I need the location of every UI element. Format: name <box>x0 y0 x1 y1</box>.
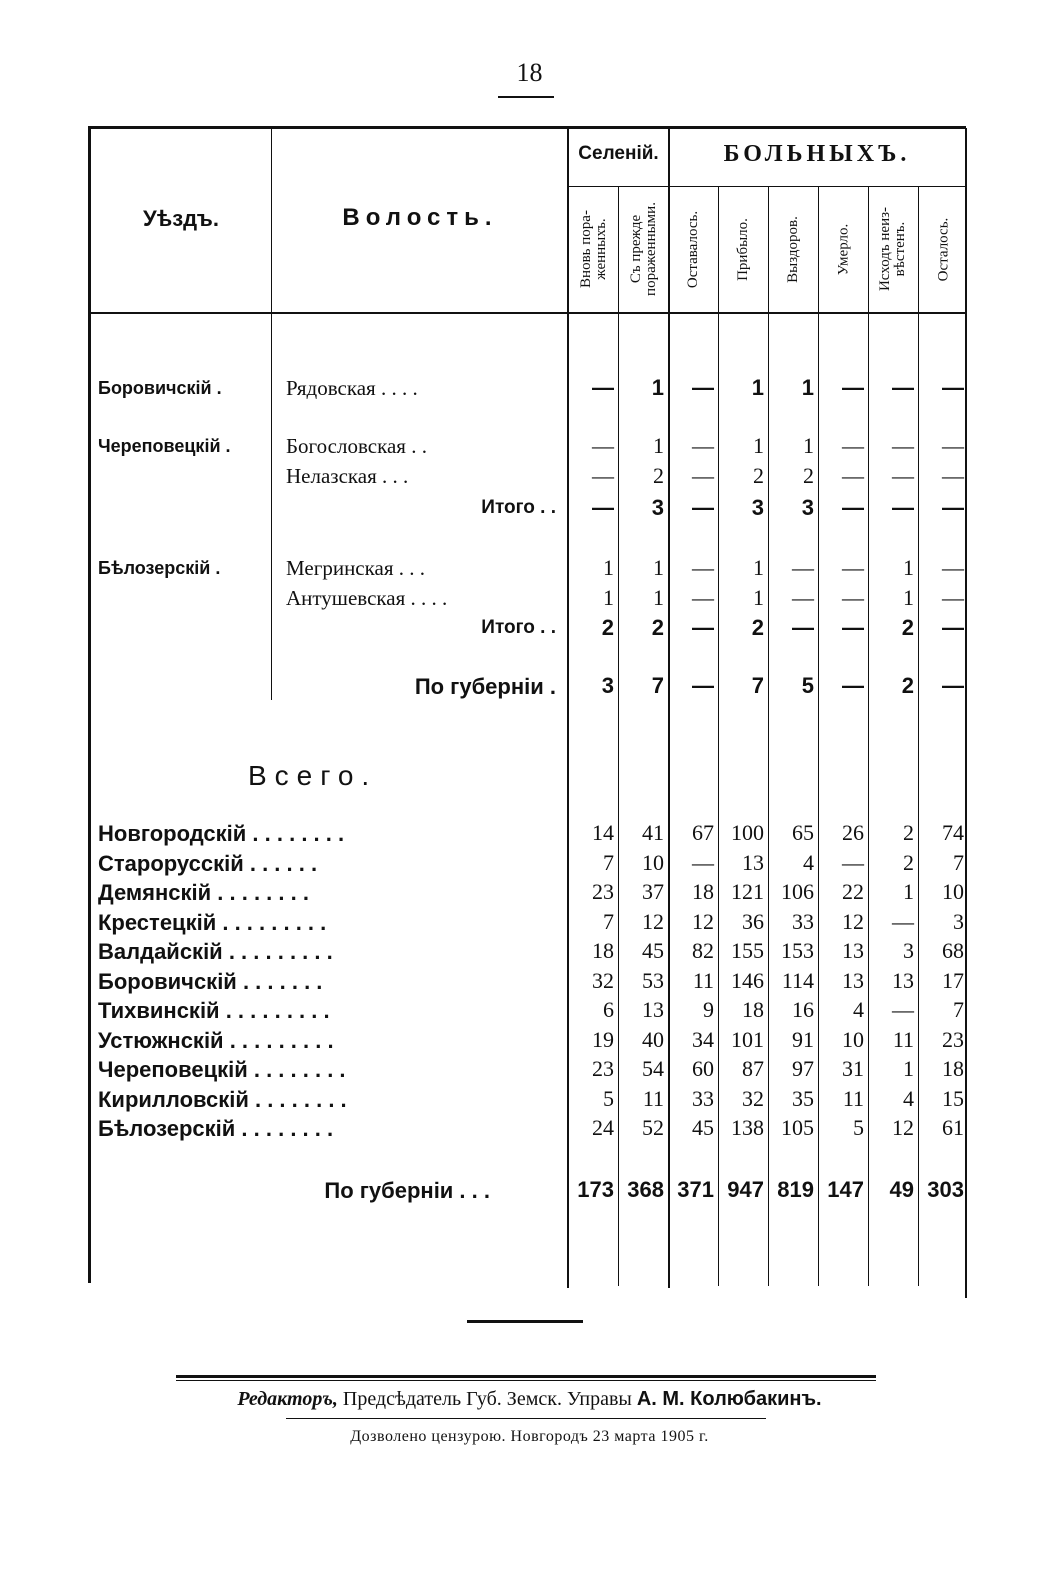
table-cell: — <box>942 433 964 458</box>
table-cell: — <box>692 673 714 698</box>
column-header-label: Съ прежде пораженными. <box>627 202 659 296</box>
table-cell: — <box>592 495 614 520</box>
table-cell: — <box>942 375 964 400</box>
column-header <box>769 190 818 308</box>
table-cell: 74 <box>942 820 964 845</box>
uezd-label: Череповецкій . <box>98 436 231 456</box>
table-cell: — <box>692 585 714 610</box>
itogo-label: Итого . . <box>481 497 556 518</box>
table-cell: 33 <box>792 909 814 934</box>
table-cell: 68 <box>942 938 964 963</box>
column-header-label: Прибыло. <box>735 217 751 281</box>
table-cell: 2 <box>653 463 664 488</box>
table-cell: 33 <box>692 1086 714 1111</box>
table-cell: 18 <box>592 938 614 963</box>
table-cell: 53 <box>642 968 664 993</box>
table-cell: 10 <box>642 850 664 875</box>
table-cell: 18 <box>742 997 764 1022</box>
table-cell: 32 <box>592 968 614 993</box>
table-cell: 1 <box>903 585 914 610</box>
table-cell: 13 <box>892 968 914 993</box>
editor-text: Предсѣдатель Губ. Земск. Управы <box>342 1388 632 1410</box>
table-cell: 2 <box>901 615 914 640</box>
table-cell: 138 <box>731 1115 764 1140</box>
table-cell: 23 <box>592 1056 614 1081</box>
table-cell: 5 <box>801 673 814 698</box>
table-cell: 23 <box>592 879 614 904</box>
table-cell: 2 <box>751 615 764 640</box>
table-cell: — <box>892 909 914 934</box>
table-cell: 947 <box>727 1177 764 1202</box>
table-cell: 19 <box>592 1027 614 1052</box>
table-cell: — <box>892 463 914 488</box>
table-cell: 1 <box>603 585 614 610</box>
table-cell: — <box>592 433 614 458</box>
column-header <box>869 190 918 308</box>
subtotal-label: По губерніи . <box>414 674 556 699</box>
table-cell: — <box>692 375 714 400</box>
column-header-label: Умерло. <box>835 223 851 275</box>
table-cell: 101 <box>731 1027 764 1052</box>
table-cell: — <box>842 495 864 520</box>
table-cell: 7 <box>953 997 964 1022</box>
footer-rule-top <box>176 1375 876 1378</box>
column-header <box>569 190 618 308</box>
table-cell: — <box>842 433 864 458</box>
uezd-total-label: Тихвинскій . . . . . . . . . <box>98 998 330 1023</box>
editor-name: А. М. Колюбакинъ. <box>636 1388 822 1410</box>
table-cell: 3 <box>903 938 914 963</box>
table-cell: 819 <box>777 1177 814 1202</box>
table-cell: — <box>892 375 914 400</box>
table-cell: 13 <box>842 968 864 993</box>
table-cell: — <box>842 850 864 875</box>
table-cell: — <box>842 463 864 488</box>
table-cell: — <box>892 495 914 520</box>
table-cell: 1 <box>653 555 664 580</box>
table-cell: 1 <box>753 433 764 458</box>
table-cell: 16 <box>792 997 814 1022</box>
table-cell: — <box>692 615 714 640</box>
header-bolnykh: БОЛЬНЫХЪ. <box>723 141 911 167</box>
table-cell: 45 <box>692 1115 714 1140</box>
table-cell: — <box>942 615 964 640</box>
table-cell: 3 <box>953 909 964 934</box>
volost-label: Антушевская . . . . <box>286 586 448 610</box>
table-cell: 4 <box>803 850 814 875</box>
table-cell: 22 <box>842 879 864 904</box>
end-rule <box>467 1320 583 1323</box>
table-cell: 2 <box>903 850 914 875</box>
table-cell: 2 <box>803 463 814 488</box>
table-cell: 105 <box>781 1115 814 1140</box>
table-cell: 2 <box>651 615 664 640</box>
volost-label: Рядовская . . . . <box>286 376 418 400</box>
table-cell: 35 <box>792 1086 814 1111</box>
table-cell: — <box>842 375 864 400</box>
table-cell: 7 <box>651 673 664 698</box>
table-cell: 368 <box>627 1177 664 1202</box>
table-cell: — <box>592 463 614 488</box>
table-cell: 32 <box>742 1086 764 1111</box>
table-cell: 67 <box>692 820 714 845</box>
column-header-label: Оставалось. <box>685 210 702 288</box>
table-cell: 100 <box>731 820 764 845</box>
table-cell: 11 <box>692 968 714 993</box>
footer-rule-top-thin <box>176 1380 876 1381</box>
table-cell: 40 <box>642 1027 664 1052</box>
table-cell: 1 <box>753 555 764 580</box>
vsego-label: Всего. <box>248 760 378 791</box>
table-cell: — <box>842 615 864 640</box>
uezd-total-label: Валдайскій . . . . . . . . . <box>98 939 333 964</box>
table-cell: — <box>942 555 964 580</box>
table-cell: 31 <box>842 1056 864 1081</box>
header-seleniy: Селеній. <box>578 143 659 164</box>
table-cell: 15 <box>942 1086 964 1111</box>
table-cell: 7 <box>953 850 964 875</box>
table-cell: 2 <box>901 673 914 698</box>
column-header <box>670 190 718 308</box>
table-cell: 1 <box>903 1056 914 1081</box>
table-cell: — <box>692 463 714 488</box>
table-cell: 23 <box>942 1027 964 1052</box>
column-header-label: Выздоров. <box>785 215 802 283</box>
editor-line <box>0 1388 1059 1411</box>
uezd-total-label: Кирилловскій . . . . . . . . <box>98 1087 347 1112</box>
column-header <box>919 190 968 308</box>
table-cell: 36 <box>742 909 764 934</box>
table-cell: — <box>692 495 714 520</box>
table-cell: 10 <box>842 1027 864 1052</box>
uezd-total-label: Крестецкій . . . . . . . . . <box>98 910 327 935</box>
uezd-total-label: Старорусскій . . . . . . <box>98 851 318 876</box>
uezd-label: Боровичскій . <box>98 378 222 398</box>
table-cell: — <box>942 673 964 698</box>
table-cell: 1 <box>653 433 664 458</box>
table-cell: 155 <box>731 938 764 963</box>
volost-label: Богословская . . <box>286 434 427 458</box>
editor-italic: Редакторъ, <box>237 1388 338 1410</box>
table-cell: — <box>792 585 814 610</box>
table-top-rule <box>88 126 966 129</box>
column-header-label: Вновь пора- женныхъ. <box>577 210 609 288</box>
table-cell: 147 <box>827 1177 864 1202</box>
table-cell: 173 <box>577 1177 614 1202</box>
table-cell: 52 <box>642 1115 664 1140</box>
table-cell: 65 <box>792 820 814 845</box>
table-cell: 18 <box>692 879 714 904</box>
volost-label: Нелазская . . . <box>286 464 409 488</box>
table-cell: 146 <box>731 968 764 993</box>
table-cell: — <box>942 495 964 520</box>
table-cell: 1 <box>801 375 814 400</box>
table-cell: 3 <box>801 495 814 520</box>
table-cell: 1 <box>653 585 664 610</box>
table-cell: 82 <box>692 938 714 963</box>
page-number-rule <box>498 96 554 98</box>
table-cell: 34 <box>692 1027 714 1052</box>
table-cell: 7 <box>751 673 764 698</box>
table-cell: 24 <box>592 1115 614 1140</box>
table-cell: 12 <box>642 909 664 934</box>
table-cell: — <box>892 997 914 1022</box>
table-cell: 2 <box>601 615 614 640</box>
table-cell: 13 <box>742 850 764 875</box>
table-cell: 7 <box>603 909 614 934</box>
table-cell: — <box>842 673 864 698</box>
table-cell: 12 <box>842 909 864 934</box>
itogo-label: Итого . . <box>481 617 556 638</box>
column-header-label: Осталось. <box>935 217 952 281</box>
table-cell: — <box>792 555 814 580</box>
table-cell: 1 <box>903 879 914 904</box>
table-cell: 1 <box>803 433 814 458</box>
uezd-total-label: Бѣлозерскій . . . . . . . . <box>98 1116 334 1141</box>
table-cell: 1 <box>903 555 914 580</box>
table-cell: 1 <box>603 555 614 580</box>
uezd-total-label: Боровичскій . . . . . . . <box>98 969 323 994</box>
table-cell: 303 <box>927 1177 964 1202</box>
uezd-total-label: Устюжнскій . . . . . . . . . <box>98 1028 334 1053</box>
table-cell: 3 <box>651 495 664 520</box>
table-cell: 5 <box>853 1115 864 1140</box>
table-cell: 106 <box>781 879 814 904</box>
table-cell: — <box>592 375 614 400</box>
table-cell: 18 <box>942 1056 964 1081</box>
table-cell: 61 <box>942 1115 964 1140</box>
table-cell: 54 <box>642 1056 664 1081</box>
table-cell: — <box>942 585 964 610</box>
table-cell: — <box>692 433 714 458</box>
table-cell: — <box>942 463 964 488</box>
table-cell: 41 <box>642 820 664 845</box>
column-header-label: Исходъ неиз- вѣстенъ. <box>877 206 909 292</box>
uezd-total-label: Демянскій . . . . . . . . <box>98 880 309 905</box>
table-cell: 1 <box>753 585 764 610</box>
table-cell: 60 <box>692 1056 714 1081</box>
table-cell: — <box>692 555 714 580</box>
header-volost: Волость. <box>342 204 498 231</box>
table-cell: 11 <box>842 1086 864 1111</box>
table-cell: 7 <box>603 850 614 875</box>
table-cell: — <box>892 433 914 458</box>
table-cell: 10 <box>942 879 964 904</box>
table-cell: 14 <box>592 820 614 845</box>
table-cell: 153 <box>781 938 814 963</box>
table-cell: 2 <box>903 820 914 845</box>
header-bottom-rule <box>88 312 966 314</box>
table-left-border <box>88 128 91 1283</box>
censor-line: Дозволено цензурою. Новгородъ 23 марта 1905 г. <box>350 1428 709 1445</box>
table-cell: 11 <box>642 1086 664 1111</box>
table-cell: 4 <box>903 1086 914 1111</box>
uezd-total-label: Череповецкій . . . . . . . . <box>98 1057 346 1082</box>
page-number: 18 <box>516 58 543 87</box>
volost-label: Мегринская . . . <box>286 556 425 580</box>
table-cell: 2 <box>753 463 764 488</box>
table-cell: 9 <box>703 997 714 1022</box>
table-cell: 371 <box>677 1177 714 1202</box>
column-header <box>719 190 768 308</box>
table-cell: — <box>842 555 864 580</box>
table-cell: 6 <box>603 997 614 1022</box>
grand-total-label: По губерніи . . . <box>324 1178 490 1203</box>
table-cell: 3 <box>751 495 764 520</box>
table-cell: 45 <box>642 938 664 963</box>
table-cell: 17 <box>942 968 964 993</box>
table-cell: 11 <box>892 1027 914 1052</box>
table-cell: 121 <box>731 879 764 904</box>
table-cell: 26 <box>842 820 864 845</box>
column-header <box>619 190 668 308</box>
table-cell: — <box>692 850 714 875</box>
column-header <box>819 190 868 308</box>
table-cell: 4 <box>853 997 864 1022</box>
table-cell: 97 <box>792 1056 814 1081</box>
table-cell: 91 <box>792 1027 814 1052</box>
table-cell: 12 <box>692 909 714 934</box>
table-cell: 3 <box>601 673 614 698</box>
table-cell: 87 <box>742 1056 764 1081</box>
table-cell: — <box>842 585 864 610</box>
table-cell: 1 <box>651 375 664 400</box>
table-cell: — <box>792 615 814 640</box>
header-uezd: Уѣздъ. <box>143 206 219 231</box>
table-cell: 12 <box>892 1115 914 1140</box>
table-cell: 114 <box>781 968 814 993</box>
table-cell: 13 <box>842 938 864 963</box>
table-cell: 37 <box>642 879 664 904</box>
uezd-label: Бѣлозерскій . <box>98 558 221 578</box>
bolnykh-subrule <box>568 186 966 187</box>
uezd-total-label: Новгородскій . . . . . . . . <box>98 821 345 846</box>
table-cell: 1 <box>751 375 764 400</box>
table-cell: 5 <box>603 1086 614 1111</box>
table-cell: 49 <box>889 1177 914 1202</box>
table-cell: 13 <box>642 997 664 1022</box>
footer-rule-bottom <box>286 1418 766 1419</box>
